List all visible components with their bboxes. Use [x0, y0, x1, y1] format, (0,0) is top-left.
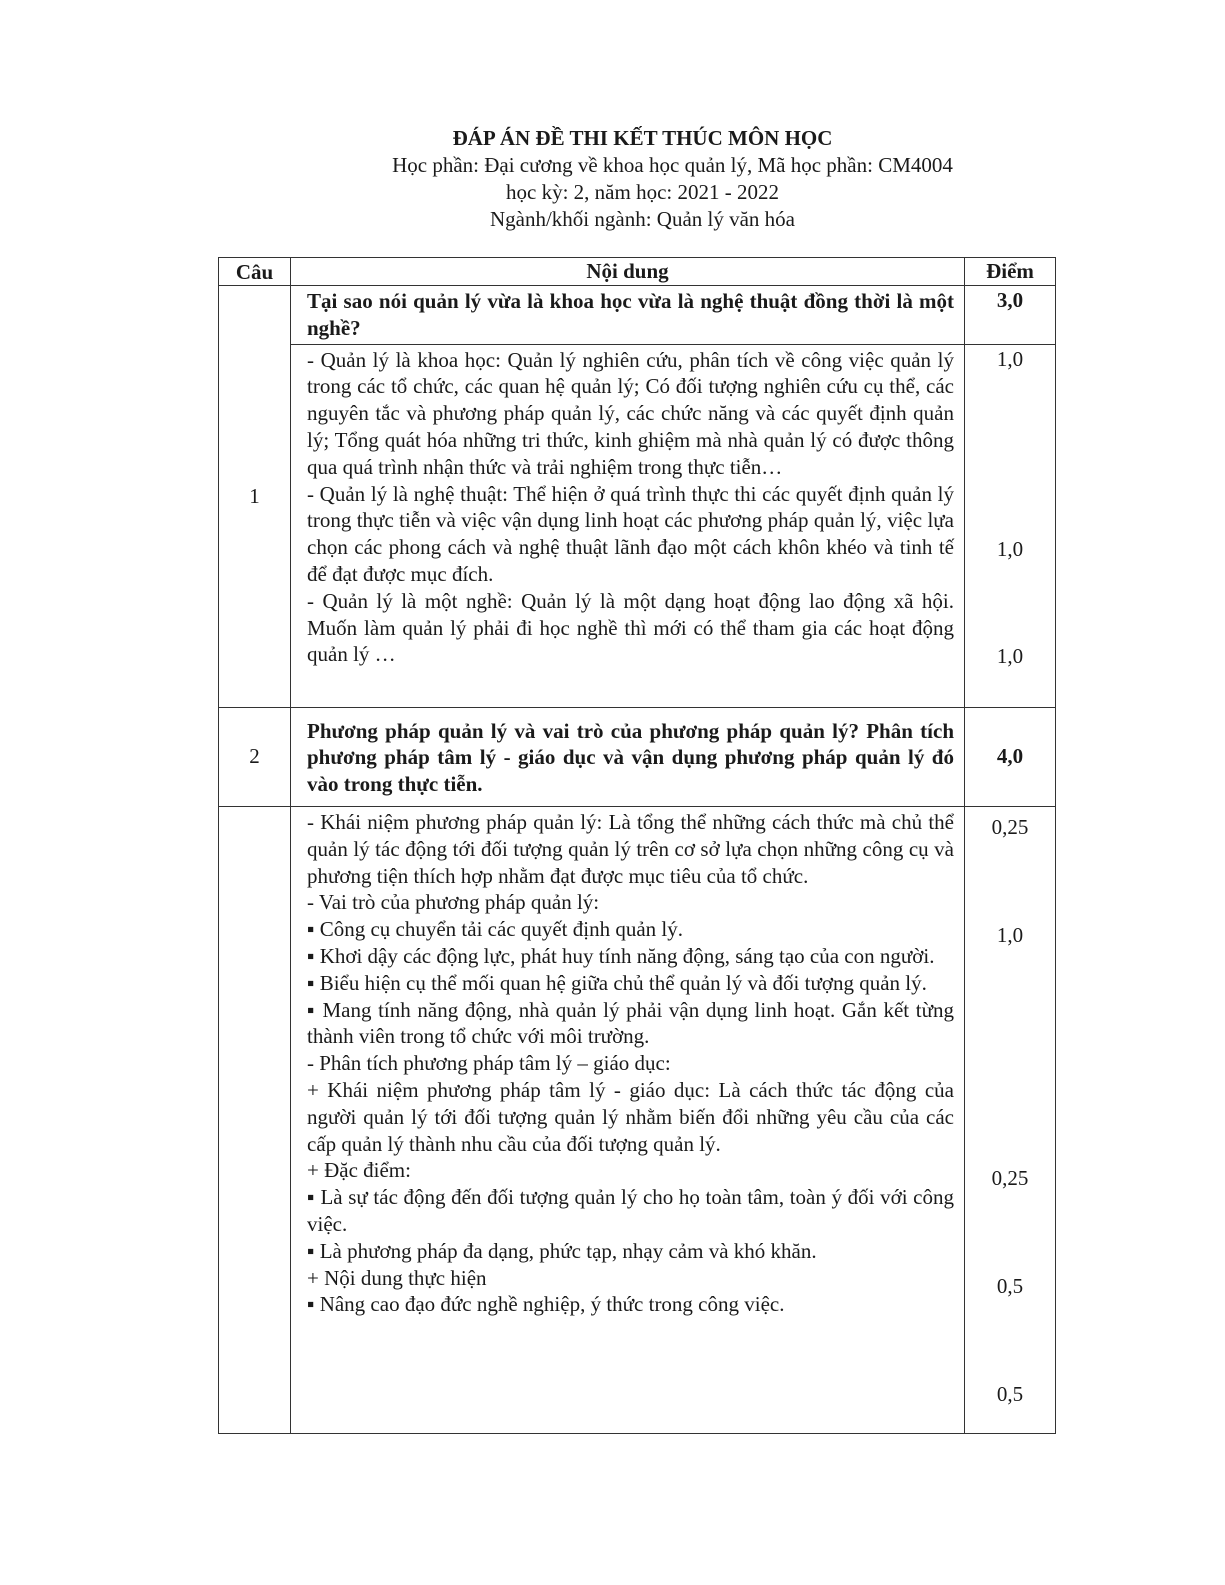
answer-content	[291, 344, 965, 707]
term-info: học kỳ: 2, năm học: 2021 - 2022	[506, 180, 779, 204]
document-title: ĐÁP ÁN ĐỀ THI KẾT THÚC MÔN HỌC	[452, 126, 833, 150]
answer-paragraph: ▪ Khơi dậy các động lực, phát huy tính năng động, sáng tạo của con người.	[307, 943, 935, 968]
answer-paragraph: + Đặc điểm:	[307, 1158, 411, 1183]
question-number: 2	[219, 707, 291, 806]
answer-paragraph: + Nội dung thực hiện	[307, 1265, 487, 1290]
column-header-question: Câu	[219, 258, 291, 286]
point-value: 0,5	[996, 1273, 1024, 1298]
answer-paragraph: - Vai trò của phương pháp quản lý:	[307, 890, 600, 915]
answer-points	[965, 344, 1056, 707]
question-number: 1	[219, 286, 291, 708]
answer-paragraph: - Quản lý là khoa học: Quản lý nghiên cứu, phân tích về công việc quản lý trong các tổ chức, các quan hệ quản lý; Có đối tượng nghiên cứu cụ thể, các nguyên tắc và phương pháp quản lý, các chức năng và các quyết định quản lý; Tổng quát hóa những tri thức, kinh ghiệm mà nhà quản lý có được thông qua quá trình nhận thức và trải nghiệm trong thực tiễn…	[307, 347, 954, 479]
answer-paragraph: - Phân tích phương pháp tâm lý – giáo dục:	[307, 1051, 671, 1076]
table-row	[219, 286, 1056, 345]
answer-paragraph: ▪ Biểu hiện cụ thể mối quan hệ giữa chủ thể quản lý và đối tượng quản lý.	[307, 970, 927, 995]
answer-paragraph: + Khái niệm phương pháp tâm lý - giáo dục: Là cách thức tác động của người quản lý tới đối tượng quản lý nhằm biến đổi những yêu cầu của các cấp quản lý thành nhu cầu của đối tượng quản lý.	[307, 1077, 954, 1156]
point-value: 0,5	[996, 1381, 1024, 1406]
major-info: Ngành/khối ngành: Quản lý văn hóa	[489, 207, 796, 231]
answer-paragraph: ▪ Mang tính năng động, nhà quản lý phải vận dụng linh hoạt. Gắn kết từng thành viên trong tổ chức với môi trường.	[307, 997, 954, 1049]
question-score: 3,0	[965, 286, 1056, 345]
answer-table	[218, 257, 1056, 1434]
answer-paragraph: - Quản lý là một nghề: Quản lý là một dạng hoạt động lao động xã hội. Muốn làm quản lý phải đi học nghề thì mới có thể tham gia các hoạt động quản lý …	[307, 588, 954, 667]
table-row	[219, 707, 1056, 806]
table-header-row	[219, 258, 1056, 286]
answer-paragraph: ▪ Công cụ chuyển tải các quyết định quản lý.	[307, 917, 684, 942]
answer-content	[291, 806, 965, 1433]
question-text: Tại sao nói quản lý vừa là khoa học vừa là nghệ thuật đồng thời là một nghề?	[291, 286, 965, 345]
column-header-score: Điểm	[965, 258, 1056, 286]
column-header-content: Nội dung	[291, 258, 965, 286]
table-row	[219, 344, 1056, 707]
question-score: 4,0	[965, 707, 1056, 806]
question-text: Phương pháp quản lý và vai trò của phương pháp quản lý? Phân tích phương pháp tâm lý - giáo dục và vận dụng phương pháp quản lý đó vào trong thực tiễn.	[291, 707, 965, 806]
point-value: 0,25	[991, 814, 1029, 839]
point-value: 1,0	[996, 922, 1024, 947]
answer-paragraph: - Quản lý là nghệ thuật: Thể hiện ở quá trình thực thi các quyết định quản lý trong thực tiễn và việc vận dụng linh hoạt các phương pháp quản lý, việc lựa chọn các phong cách và nghệ thuật lãnh đạo một cách khôn khéo và tinh tế để đạt được mục đích.	[307, 481, 954, 586]
answer-paragraph: ▪ Là phương pháp đa dạng, phức tạp, nhạy cảm và khó khăn.	[307, 1238, 817, 1263]
question-number-empty	[219, 806, 291, 1433]
table-row	[219, 806, 1056, 1433]
answer-paragraph: - Khái niệm phương pháp quản lý: Là tổng thể những cách thức mà chủ thể quản lý tác động tới đối tượng quản lý trên cơ sở lựa chọn những công cụ và phương tiện thích hợp nhằm đạt được mục tiêu của tổ chức.	[307, 809, 954, 888]
answer-points	[965, 806, 1056, 1433]
answer-paragraph: ▪ Nâng cao đạo đức nghề nghiệp, ý thức trong công việc.	[307, 1292, 785, 1317]
point-value: 1,0	[996, 346, 1024, 371]
course-info: Học phần: Đại cương về khoa học quản lý, Mã học phần: CM4004	[392, 153, 953, 177]
point-value: 1,0	[996, 536, 1024, 561]
answer-paragraph: ▪ Là sự tác động đến đối tượng quản lý cho họ toàn tâm, toàn ý đối với công việc.	[307, 1185, 954, 1236]
point-value: 1,0	[996, 643, 1024, 668]
point-value: 0,25	[991, 1165, 1029, 1190]
